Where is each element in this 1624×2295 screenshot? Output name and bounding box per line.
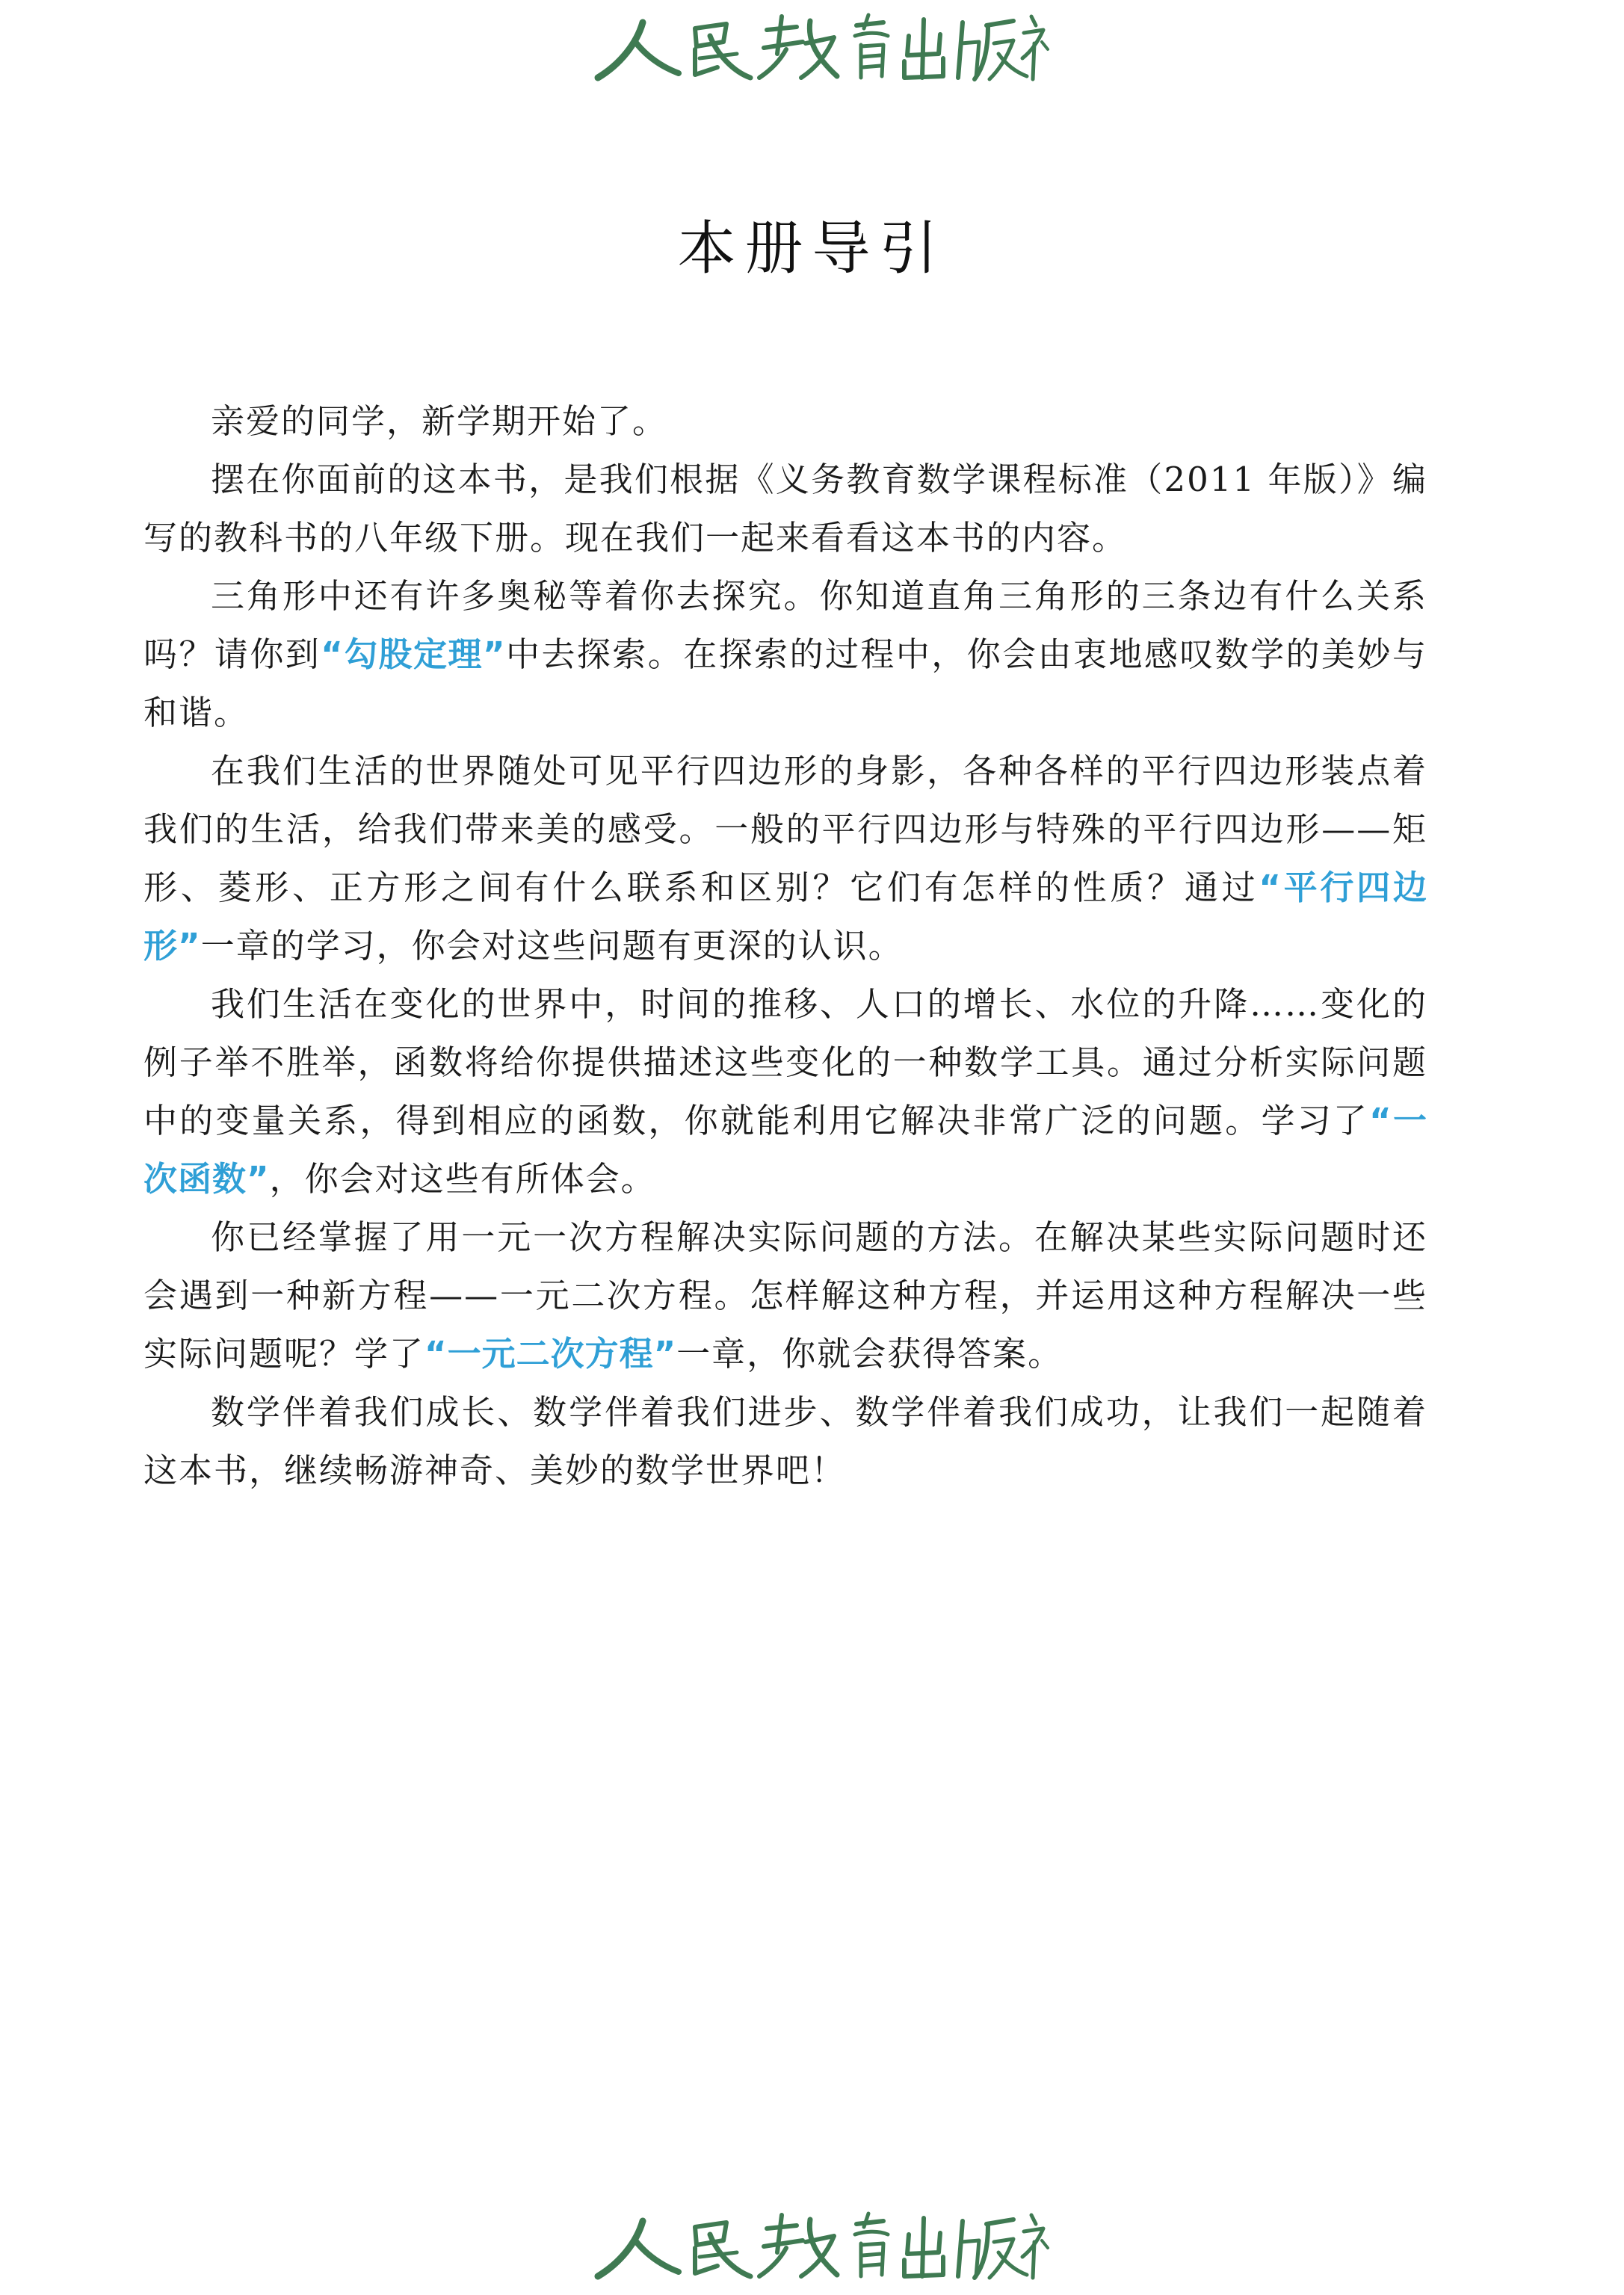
- calligraphy-logo-icon: [590, 6, 1054, 88]
- chapter-highlight: “一次函数”: [143, 1101, 1427, 1199]
- calligraphy-logo-icon: [590, 2205, 1054, 2287]
- publisher-logo-bottom: [590, 2205, 1054, 2287]
- paragraph-text: ，你会对这些有所体会。: [269, 1159, 656, 1199]
- paragraph-3: [143, 567, 1427, 742]
- paragraph-6: [143, 1208, 1427, 1383]
- chapter-highlight: “勾股定理”: [321, 634, 506, 674]
- publisher-logo-top: [590, 6, 1054, 88]
- paragraph-4: [143, 742, 1427, 975]
- paragraph-text: 我们生活在变化的世界中，时间的推移、人口的增长、水位的升降……变化的例子举不胜举，函数将给你提供描述这些变化的一种数学工具。通过分析实际问题中的变量关系，得到相应的函数，你就能利用它解决非常广泛的问题。学习了: [143, 984, 1427, 1140]
- paragraph-7: [143, 1383, 1427, 1500]
- body-text: [143, 392, 1427, 1500]
- paragraph-text: 一章，你就会获得答案。: [676, 1334, 1063, 1374]
- paragraph-text: 三角形中还有许多奥秘等着你去探究。你知道直角三角形的三条边有什么关系吗？请你到: [143, 576, 1427, 674]
- paragraph-text: 你已经掌握了用一元一次方程解决实际问题的方法。在解决某些实际问题时还会遇到一种新方程——一元二次方程。怎样解这种方程，并运用这种方程解决一些实际问题呢？学了: [143, 1217, 1427, 1374]
- paragraph-text: 摆在你面前的这本书，是我们根据《义务教育数学课程标准（2011 年版）》编写的教科书的八年级下册。现在我们一起来看看这本书的内容。: [143, 460, 1427, 557]
- chapter-highlight: “平行四边形”: [143, 868, 1427, 966]
- paragraph-5: [143, 975, 1427, 1208]
- paragraph-text: 一章的学习，你会对这些问题有更深的认识。: [200, 926, 904, 966]
- chapter-highlight: “一元二次方程”: [424, 1334, 677, 1374]
- paragraph-1: [143, 392, 1427, 451]
- paragraph-2: [143, 451, 1427, 567]
- paragraph-text: 亲爱的同学，新学期开始了。: [211, 401, 668, 441]
- paragraph-text: 在我们生活的世界随处可见平行四边形的身影，各种各样的平行四边形装点着我们的生活，给我们带来美的感受。一般的平行四边形与特殊的平行四边形——矩形、菱形、正方形之间有什么联系和区别？它们有怎样的性质？通过: [143, 751, 1427, 907]
- paragraph-text: 数学伴着我们成长、数学伴着我们进步、数学伴着我们成功，让我们一起随着这本书，继续畅游神奇、美妙的数学世界吧！: [143, 1392, 1427, 1490]
- page-title: 本册导引: [677, 215, 947, 282]
- paragraph-text: 中去探索。在探索的过程中，你会由衷地感叹数学的美妙与和谐。: [143, 634, 1427, 732]
